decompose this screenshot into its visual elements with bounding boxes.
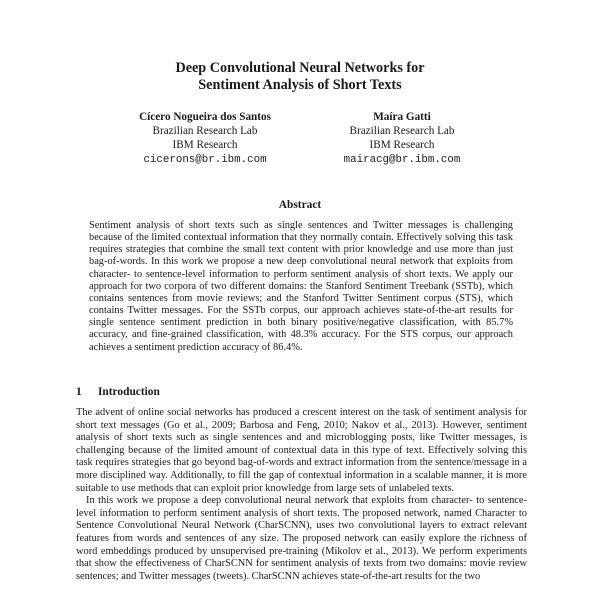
body-paragraph: The advent of online social networks has produced a crescent interest on the task of sentiment analysis for short text messages (Go et al., 2009; Barbosa and Feng, 2010; Nakov et al., 2013). However, sentiment analysis of short texts such as single sentences and and microblogging posts, like Twitter messages, is challenging because of the limited amount of contextual data in this type of text. Effectively solving this task requires strategies that go beyond bag-of-words and extract information from the sentence/message in a more disciplined way. Additionally, to fill the gap of contextual information in a scalable manner, it is more suitable to use methods that can exploit prior knowledge from large sets of unlabeled texts.: [76, 407, 527, 494]
section-number: 1: [76, 386, 82, 398]
author-affiliation: Brazilian Research Lab: [152, 125, 258, 138]
section-heading: [76, 386, 160, 398]
author-name: Cícero Nogueira dos Santos: [139, 111, 271, 123]
title-line: Sentiment Analysis of Short Texts: [198, 77, 402, 93]
author-email: cicerons@br.ibm.com: [143, 153, 267, 166]
abstract-heading: Abstract: [278, 199, 322, 211]
author-name: Maíra Gatti: [373, 111, 431, 123]
abstract-text: Sentiment analysis of short texts such as single sentences and Twitter messages is challenging because of the limited contextual information that they normally contain. Effectively solving this task requires strategies that combine the small text content with prior knowledge and use more than just bag-of-words. In this work we propose a new deep convolutional neural network that exploits from character- to sentence-level information to perform sentiment analysis of short texts. We apply our approach for two corpora of two different domains: the Stanford Sentiment Treebank (SSTb), which contains sentences from movie reviews; and the Stanford Twitter Sentiment corpus (STS), which contains Twitter messages. For the SSTb corpus, our approach achieves state-of-the-art results for single sentence sentiment prediction in both binary positive/negative classification, with 85.7% accuracy, and fine-grained classification, with 48.3% accuracy. For the STS corpus, our approach achieves a sentiment prediction accuracy of 86.4%.: [89, 220, 513, 353]
author-org: IBM Research: [369, 139, 435, 152]
author-affiliation: Brazilian Research Lab: [349, 125, 455, 138]
section-title: Introduction: [98, 386, 160, 398]
title-line: Deep Convolutional Neural Networks for: [175, 60, 425, 76]
author-email: mairacg@br.ibm.com: [343, 153, 461, 166]
abstract-body: [89, 220, 513, 354]
author-block: [282, 110, 522, 167]
author-org: IBM Research: [172, 139, 238, 152]
intro-body: [76, 407, 527, 583]
body-paragraph: In this work we propose a deep convolutional neural network that exploits from character- to sentence-level information to perform sentiment analysis of short texts. The proposed network, named Character to Sentence Convolutional Neural Network (CharSCNN), uses two convolutional layers to extract relevant features from words and sentences of any size. The proposed network can easily explore the richness of word embeddings produced by unsupervised pre-training (Mikolov et al., 2013). We perform experiments that show the effectiveness of CharSCNN for sentiment analysis of texts from two domains: movie review sentences; and Twitter messages (tweets). CharSCNN achieves state-of-the-art results for the two: [76, 495, 527, 582]
paper-title: [0, 60, 600, 94]
